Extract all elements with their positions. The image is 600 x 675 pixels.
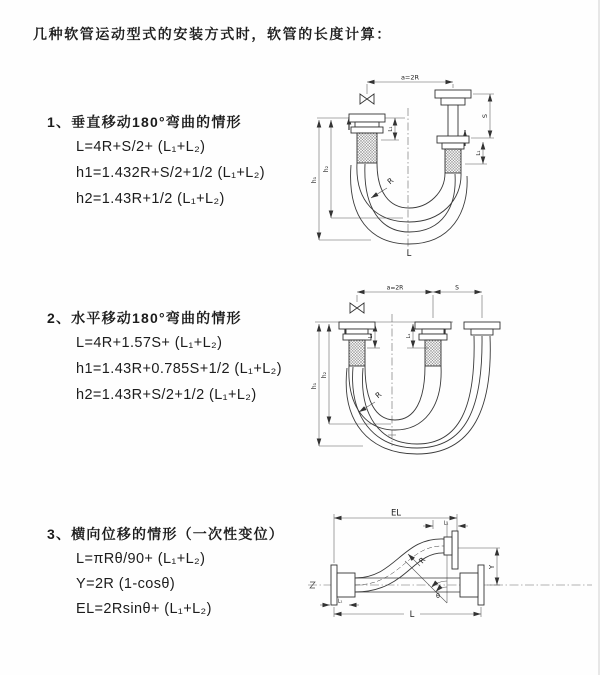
diagram-horizontal-180-bend <box>305 278 600 468</box>
valve-icon <box>360 94 374 104</box>
dimension-lines <box>320 514 500 617</box>
dim-label-a2r: a=2R <box>400 73 420 82</box>
section1-formula-L: L=4R+S/2+ (L₁+L₂) <box>76 139 206 155</box>
section2-formula-h2: h2=1.43R+S/2+1/2 (L₁+L₂) <box>76 387 257 403</box>
dim-label-h2: h₂ <box>321 371 328 379</box>
section1-formula-h2: h2=1.43R+1/2 (L₁+L₂) <box>76 191 225 207</box>
hose-curves <box>351 163 468 244</box>
diagram-vertical-180-bend <box>305 68 595 266</box>
dim-label-l: L <box>409 610 415 620</box>
section1-heading: 1、垂直移动180°弯曲的情形 <box>47 114 242 130</box>
valve-icon <box>350 303 364 313</box>
section3-formula-Y: Y=2R (1-cosθ) <box>76 576 176 592</box>
dim-label-s: S <box>455 284 459 292</box>
dim-label-l: L <box>406 249 412 259</box>
braided-hose-section <box>445 149 461 173</box>
section2-formula-h1: h1=1.43R+0.785S+1/2 (L₁+L₂) <box>76 361 282 377</box>
section3-heading: 3、横向位移的情形（一次性变位） <box>47 526 284 542</box>
dim-label-h1: h₁ <box>311 176 318 184</box>
radius-leader <box>359 402 375 412</box>
right-fitting <box>435 90 471 173</box>
section1-formula-h1: h1=1.432R+S/2+1/2 (L₁+L₂) <box>76 165 266 181</box>
dim-label-h1: h₁ <box>311 382 318 390</box>
dim-label-l1-mid: L₁ <box>406 333 412 339</box>
section3-formula-EL: EL=2Rsinθ+ (L₁+L₂) <box>76 601 212 617</box>
braided-hose-section <box>425 340 441 366</box>
hose-curves <box>346 333 490 454</box>
left-flange <box>331 565 355 605</box>
radius-leader <box>371 188 387 198</box>
dim-label-l1-left: L₁ <box>337 598 343 605</box>
dim-label-y: Y <box>488 564 496 570</box>
dim-label-l1-right: L₁ <box>476 150 482 156</box>
right-flange <box>460 565 484 605</box>
dim-label-a2r: a=2R <box>386 284 404 292</box>
braided-hose-section <box>357 133 377 163</box>
angle-label: θ <box>436 592 440 600</box>
dimension-lines <box>315 292 482 446</box>
section2-heading: 2、水平移动180°弯曲的情形 <box>47 310 242 326</box>
middle-fitting <box>415 322 451 366</box>
dimension-lines <box>317 82 494 240</box>
dim-label-l1-left: L₁ <box>368 333 374 339</box>
braided-hose-section <box>349 340 365 366</box>
left-fitting <box>339 322 375 366</box>
dim-label-el: EL <box>390 508 402 519</box>
dim-label-h2: h₂ <box>323 165 330 173</box>
radius-label: R <box>373 389 384 401</box>
dim-label-s: S <box>481 113 489 119</box>
page-title: 几种软管运动型式的安装方式时，软管的长度计算： <box>33 26 392 42</box>
radius-label: R <box>385 175 396 187</box>
dim-label-l1-left: L₁ <box>388 126 394 132</box>
dim-label-l1-top: L₁ <box>443 520 449 527</box>
right-fitting <box>464 322 500 335</box>
left-fitting <box>349 114 385 163</box>
section3-formula-L: L=πRθ/90+ (L₁+L₂) <box>76 551 206 567</box>
diagram-lateral-displacement <box>300 505 600 643</box>
hose-curves <box>355 539 444 592</box>
section2-formula-L: L=4R+1.57S+ (L₁+L₂) <box>76 335 223 351</box>
radius-label: R <box>416 555 428 566</box>
top-flange <box>444 531 458 569</box>
